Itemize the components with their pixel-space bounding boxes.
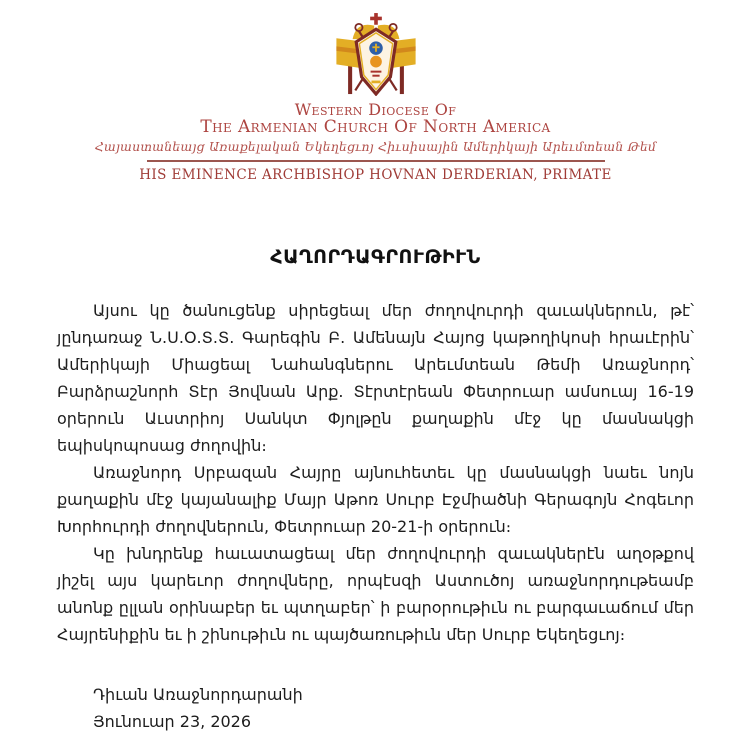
org-name-armenian: Հայաստանեայց Առաքելական Եկեղեցւոյ Հիւսիսային Ամերիկայի Արեւմտեան Թեմ: [94, 139, 657, 154]
signature-office: Դիւան Առաջնորդարանի: [93, 684, 303, 704]
org-name-line1: Western Diocese Of: [294, 100, 457, 119]
crest-motto-line1: [370, 71, 381, 73]
crest-emblem-orange: [370, 56, 382, 68]
paragraph-2: Առաջնորդ Սրբազան Հայրը այնուհետեւ կը մասնակցի նաեւ նոյն քաղաքին մէջ կայանալիք Մայր Աթոռ Սուրբ Էջմիածնի Գերագոյն Հոգեւոր Խորհուրդի ժողովներուն, Փետրուար 20-21-ի օրերուն։: [57, 462, 694, 536]
org-name-line2: The Armenian Church Of North America: [200, 117, 551, 137]
signature-date: Յունուար 23, 2026: [93, 711, 252, 731]
signature-block: [57, 681, 694, 732]
crest-cross-icon: [370, 13, 382, 25]
paragraph-1: Այսու կը ծանուցենք սիրեցեալ մեր ժողովուրդի զաւակներուն, թէ՝ յընդառաջ Ն.Ս.Օ.Տ.Տ. Գարեգին Բ. Ամենայն Հայոց կաթողիկոսի հրաւէրին՝ Ամերիկայի Միացեալ Նահանգներու Արեւմտեան Թեմի Առաջնորդ՝ Բարձրաշնորհ Տէր Յովնան Արք. Տէրտէրեան Փետրուար ամսուայ 16-19 օրերուն Աւստրիոյ Սանկտ Փյոլթըն քաղաքին մէջ կը մասնակցի եպիսկոպոսաց ժողովին։: [57, 300, 694, 455]
diocese-crest-icon: [331, 12, 421, 96]
crest-motto-line2: [372, 75, 379, 77]
letter-body: [57, 297, 694, 648]
crest-emblem-cross-h: [372, 46, 379, 48]
crest-base-band: [371, 81, 380, 84]
primate-line: HIS EMINENCE ARCHBISHOP HOVNAN DERDERIAN, PRIMATE: [139, 166, 612, 183]
paragraph-3: Կը խնդրենք հաւատացեալ մեր ժողովուրդի զաւակներէն աղօթքով յիշել այս կարեւոր ժողովները, որպէսզի Աստուծոյ առաջնորդութեամբ անոնք ըլլան օրինաբեր եւ պտղաբեր՝ ի բարօրութիւն ու բարգաւաճում մեր Հայրենիքին եւ ի շինութիւն ու պայծառութիւն մեր Սուրբ Եկեղեցւոյ։: [57, 543, 694, 644]
letterhead-divider: [147, 160, 605, 162]
document-title: ՀԱՂՈՐԴԱԳՐՈՒԹԻՒՆ: [270, 245, 481, 268]
